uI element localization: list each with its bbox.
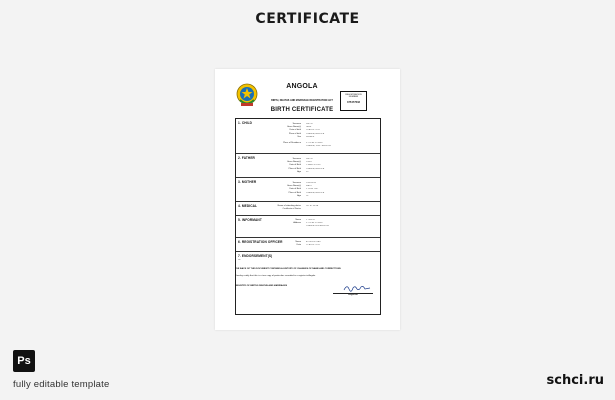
form-section (236, 216, 380, 238)
field-value: J. SMITH (306, 219, 315, 221)
field-value: JOHNSON (306, 182, 317, 184)
section-title: 1. CHILD (238, 121, 253, 125)
field-value: 3 LOCAL STREET (306, 142, 324, 145)
field-row (236, 208, 382, 211)
registration-label-2: NUMBER (348, 96, 359, 99)
field-label: Name (295, 241, 301, 243)
registration-box (340, 91, 367, 111)
field-label: Certificate of Doctor (282, 208, 301, 211)
field-label: Date of Birth (289, 188, 301, 191)
field-value: 28 (306, 194, 309, 197)
document-title: BIRTH CERTIFICATE (270, 107, 334, 113)
field-label: Sex (297, 135, 301, 138)
registration-label: REGISTRATION (345, 93, 362, 96)
field-value: 5 JUNE 1987 (306, 188, 319, 191)
field-row (236, 171, 382, 174)
brand-watermark: schci.ru (546, 373, 604, 388)
field-row (236, 225, 382, 228)
back-of-document-note: THE BACK OF THIS DOCUMENT CONTAINS A HISTORY OF CHANGES OF NAME AND CORRECTIONS (235, 268, 341, 270)
form-section (236, 238, 380, 252)
section-title: 6. REGISTRATION OFFICER (238, 240, 283, 244)
field-row (236, 244, 382, 247)
field-value: LUANDA, ANGOLA (306, 132, 325, 135)
field-value: 12 APRIL 2015 (306, 244, 320, 247)
signature-label: Registrar (348, 294, 358, 296)
country-name: ANGOLA (286, 83, 318, 90)
section-title: 4. MEDICAL (238, 204, 258, 208)
field-value: DR. A. SILVA (306, 205, 319, 207)
field-label: Place of Birth (288, 191, 301, 194)
form-section (236, 202, 380, 216)
field-value: LUANDA, ANGOLA (306, 191, 325, 194)
form-section (236, 154, 380, 178)
field-value: 3 LOCAL STREET (306, 222, 324, 225)
field-label: Given Name(s) (287, 185, 301, 188)
registrar-signature (343, 283, 371, 293)
field-value: JANE (306, 126, 312, 129)
certification-statement: I hereby certify that this is a true copy of particulars recorded in a register in Angola (235, 275, 316, 277)
field-label: Given Name(s) (287, 126, 301, 129)
field-label: Place of birth (288, 132, 301, 135)
field-row (236, 145, 382, 148)
field-value: 10 APRIL 2015 (306, 129, 320, 132)
field-label: Name (295, 219, 301, 221)
editable-template-caption: fully editable template (13, 379, 110, 390)
field-label: Name of attending doctor (277, 205, 301, 207)
field-value: SMITH (306, 158, 313, 160)
form-section (236, 178, 380, 202)
field-label: Date of Birth (289, 164, 301, 167)
registry-name: REGISTRY OF BIRTHS DEATHS AND MARRIAGES (235, 285, 288, 287)
department-name: BIRTH, DEATHS AND MARRIAGE REGISTRATION ACT (271, 99, 333, 102)
certificate-page (215, 69, 400, 330)
field-value: 1 MARCH 1985 (306, 164, 321, 167)
field-label: Place of Birth (288, 167, 301, 170)
field-label: Address (293, 222, 301, 225)
field-value: MARY (306, 185, 312, 188)
field-label: Age (297, 194, 301, 197)
field-value: A. REGISTRAR (306, 241, 321, 243)
field-value: LUANDA 1000 ANGOLA (306, 225, 329, 228)
field-value: Nil (238, 259, 241, 261)
national-emblem-icon (236, 82, 258, 108)
field-label: Date of birth (289, 129, 301, 132)
field-row (236, 195, 382, 198)
field-label: Given Name(s) (287, 161, 301, 164)
field-label: Date (296, 244, 301, 247)
photoshop-icon: Ps (13, 350, 35, 372)
registration-number: 375477633 (347, 101, 360, 104)
section-title: 2. FATHER (238, 156, 255, 160)
field-row (236, 259, 382, 262)
section-title: 3. MOTHER (238, 180, 257, 184)
section-title: 7. ENDORSEMENT(S) (238, 254, 273, 258)
field-value: 30 (306, 170, 309, 173)
field-label: Surname (292, 182, 301, 184)
field-value: LUANDA, 1000 - ANGOLA (306, 145, 331, 148)
field-value: FEMALE (306, 135, 315, 138)
field-value: LUANDA, ANGOLA (306, 167, 325, 170)
field-label: Surname (292, 158, 301, 160)
page-heading: CERTIFICATE (255, 11, 360, 27)
field-value: SMITH (306, 123, 313, 125)
field-label: Place of Residence (283, 142, 301, 145)
form-section (236, 119, 380, 154)
section-title: 5. INFORMANT (238, 218, 262, 222)
field-label: Surname (292, 123, 301, 125)
field-label: Age (297, 170, 301, 173)
field-value: JOHN (306, 161, 312, 164)
certificate-header (215, 69, 400, 119)
